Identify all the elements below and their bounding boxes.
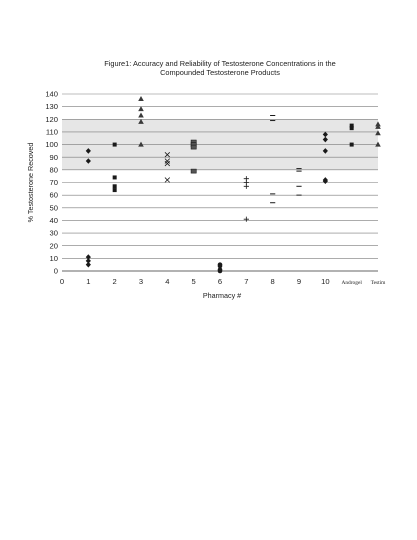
data-point-0-4 [86,262,91,268]
x-tick-label-9: 9 [296,277,302,286]
x-axis-label: Pharmacy # [202,291,242,300]
y-tick-label-100: 100 [45,140,58,150]
x-tick-labels [60,277,386,286]
y-tick-label-80: 80 [49,165,58,175]
data-point-1-2 [113,184,117,188]
data-point-6-3 [244,217,249,222]
x-tick-label-5: 5 [191,277,196,286]
x-tick-label-10: 10 [321,277,330,286]
data-point-3-3 [165,178,170,183]
y-tick-labels [45,90,58,276]
x-tick-label-3: 3 [138,277,144,286]
y-tick-label-110: 110 [45,127,58,137]
y-tick-label-10: 10 [49,253,58,263]
x-tick-label-0: 0 [59,277,65,286]
data-point-2-0 [138,96,144,101]
gridlines [62,94,378,258]
data-point-4-2 [191,145,196,149]
x-tick-label-7: 7 [244,277,249,286]
x-tick-label-11: Androgel [341,280,362,286]
y-axis-label: % Testosterone Recoved [26,142,35,223]
data-point-10-2 [350,143,354,147]
y-tick-label-20: 20 [49,241,58,251]
y-tick-label-120: 120 [45,114,58,124]
x-tick-label-12: Testim [370,280,386,286]
data-point-1-1 [113,175,117,179]
y-tick-label-70: 70 [49,178,58,188]
y-tick-label-130: 130 [45,102,58,112]
data-point-6-2 [244,184,249,189]
y-tick-label-60: 60 [49,190,58,200]
chart-title-line-1: Figure1: Accuracy and Reliability of Testosterone Concentrations in the [104,59,336,68]
data-point-5-3 [218,269,223,274]
data-point-1-0 [113,143,117,147]
data-point-10-1 [350,126,354,130]
y-tick-label-140: 140 [45,89,58,99]
y-tick-label-40: 40 [49,216,58,226]
y-tick-label-0: 0 [53,266,58,276]
x-tick-label-8: 8 [270,277,275,286]
y-tick-label-30: 30 [49,228,58,238]
data-point-4-3 [191,169,196,173]
x-tick-label-1: 1 [86,277,91,286]
chart-title-line-2: Compounded Testosterone Products [160,68,280,77]
data-point-2-2 [138,112,144,117]
x-tick-label-2: 2 [112,277,117,286]
x-tick-label-4: 4 [165,277,170,286]
data-point-1-3 [113,188,117,192]
y-tick-label-50: 50 [49,203,58,213]
y-tick-label-90: 90 [49,152,58,162]
x-tick-label-6: 6 [217,277,223,286]
